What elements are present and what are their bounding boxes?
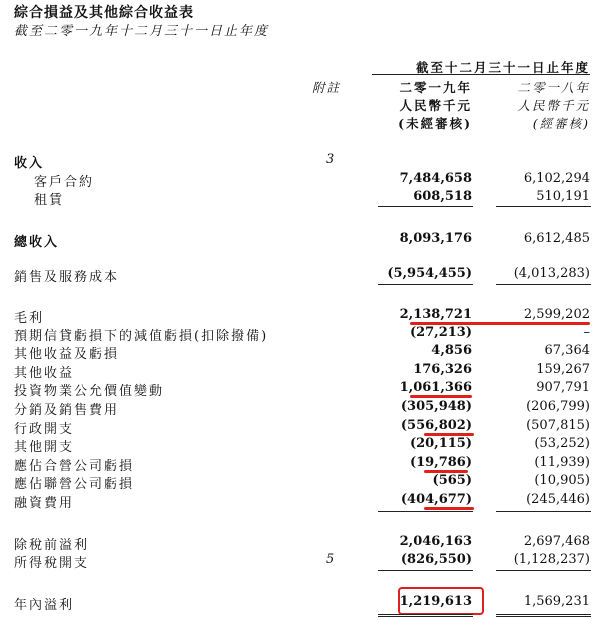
value-2018-total-revenue: 6,612,485 (523, 231, 590, 246)
value-2019-leases: 608,518 (413, 189, 472, 204)
value-2019-gross-profit: 2,138,721 (399, 307, 472, 322)
value-2018-customer-contracts: 6,102,294 (523, 171, 590, 186)
row-note-income-tax: 5 (326, 552, 335, 567)
value-2018-finance-costs: (245,446) (526, 492, 590, 507)
value-2019-cost-of-sales: (5,954,455) (387, 266, 472, 281)
col-2018-audit: (經審核) (532, 116, 590, 131)
value-2019-other-expenses: (20,115) (409, 436, 472, 451)
value-2019-admin-expenses: (556,802) (400, 418, 472, 433)
note-column-header: 附註 (312, 80, 342, 95)
statement-subtitle: 截至二零一九年十二月三十一日止年度 (14, 24, 270, 39)
row-label-other-expenses: 其他開支 (14, 440, 75, 455)
row-label-other-gains-losses: 其他收益及虧損 (14, 347, 120, 362)
col-2019-currency: 人民幣千元 (399, 98, 472, 113)
row-label-other-income: 其他收益 (14, 366, 75, 381)
value-2018-profit-before-tax: 2,697,468 (523, 534, 590, 549)
value-2018-gross-profit: 2,599,202 (523, 307, 590, 322)
profit-for-year-highlight-box (398, 587, 484, 615)
value-2018-other-income: 159,267 (536, 362, 590, 377)
row-label-finance-costs: 融資費用 (14, 496, 75, 511)
value-2019-total-revenue: 8,093,176 (399, 231, 472, 246)
fair-value-highlight (410, 395, 472, 398)
value-2018-leases: 510,191 (536, 189, 590, 204)
row-label-impairment: 預期信貸虧損下的減值虧損(扣除撥備) (14, 329, 269, 344)
row-label-admin-expenses: 行政開支 (14, 422, 75, 437)
col-2019-year: 二零一九年 (399, 80, 472, 95)
value-2018-other-gains-losses: 67,364 (544, 343, 590, 358)
value-2019-other-gains-losses: 4,856 (431, 343, 472, 358)
value-2018-distribution-costs: (206,799) (526, 399, 590, 414)
row-label-income-tax: 所得稅開支 (14, 556, 90, 571)
row-label-leases: 租賃 (34, 193, 65, 208)
period-header-rule (372, 74, 590, 75)
value-2019-other-income: 176,326 (413, 362, 472, 377)
row-label-distribution-costs: 分銷及銷售費用 (14, 403, 120, 418)
value-2019-impairment: (27,213) (409, 325, 472, 340)
row-label-associate-losses: 應佔聯營公司虧損 (14, 477, 135, 492)
value-2018-profit-for-year: 1,569,231 (523, 594, 590, 609)
row-label-gross-profit: 毛利 (14, 311, 45, 326)
period-header: 截至十二月三十一日止年度 (415, 60, 590, 75)
row-label-total-revenue: 總收入 (14, 235, 60, 250)
subtotal-rule-2019 (378, 206, 473, 207)
value-2018-jv-losses: (11,939) (534, 455, 590, 470)
value-2019-profit-for-year: 1,219,613 (399, 594, 472, 609)
value-2018-fair-value-change: 907,791 (536, 380, 590, 395)
value-2018-impairment: – (583, 325, 590, 340)
row-label-jv-losses: 應佔合營公司虧損 (14, 459, 135, 474)
row-label-revenue: 收入 (14, 156, 45, 171)
value-2018-other-expenses: (53,252) (534, 436, 590, 451)
tax-rule-2019 (378, 570, 473, 571)
statement-title: 綜合損益及其他綜合收益表 (14, 5, 194, 21)
value-2019-distribution-costs: (305,948) (400, 399, 472, 414)
subtotal-rule-2018 (496, 206, 591, 207)
col-2018-currency: 人民幣千元 (517, 98, 590, 113)
row-label-customer-contracts: 客戶合約 (34, 175, 95, 190)
row-label-fair-value-change: 投資物業公允價值變動 (14, 384, 165, 399)
finance-costs-highlight (424, 507, 474, 510)
final-rule-2019 (378, 614, 473, 617)
final-rule-2018 (496, 614, 591, 617)
value-2019-associate-losses: (565) (432, 473, 472, 488)
value-2018-cost-of-sales: (4,013,283) (513, 266, 590, 281)
value-2019-fair-value-change: 1,061,366 (399, 380, 472, 395)
row-label-profit-for-year: 年內溢利 (14, 598, 75, 613)
value-2018-associate-losses: (10,905) (534, 473, 590, 488)
col-2019-audit: (未經審核) (398, 116, 472, 131)
value-2018-admin-expenses: (507,815) (526, 418, 590, 433)
value-2018-income-tax: (1,128,237) (513, 552, 590, 567)
value-2019-finance-costs: (404,677) (400, 492, 472, 507)
value-2019-customer-contracts: 7,484,658 (399, 171, 472, 186)
value-2019-income-tax: (826,550) (400, 552, 472, 567)
cost-rule-2019 (378, 284, 473, 285)
value-2019-jv-losses: (19,786) (409, 455, 472, 470)
tax-rule-2018 (496, 570, 591, 571)
row-note-revenue: 3 (326, 152, 335, 167)
value-2019-profit-before-tax: 2,046,163 (399, 534, 472, 549)
row-label-profit-before-tax: 除稅前溢利 (14, 538, 90, 553)
cost-rule-2018 (496, 284, 591, 285)
operating-rule-2019 (378, 511, 473, 512)
operating-rule-2018 (496, 511, 591, 512)
col-2018-year: 二零一八年 (517, 80, 590, 95)
row-label-cost-of-sales: 銷售及服務成本 (14, 270, 120, 285)
